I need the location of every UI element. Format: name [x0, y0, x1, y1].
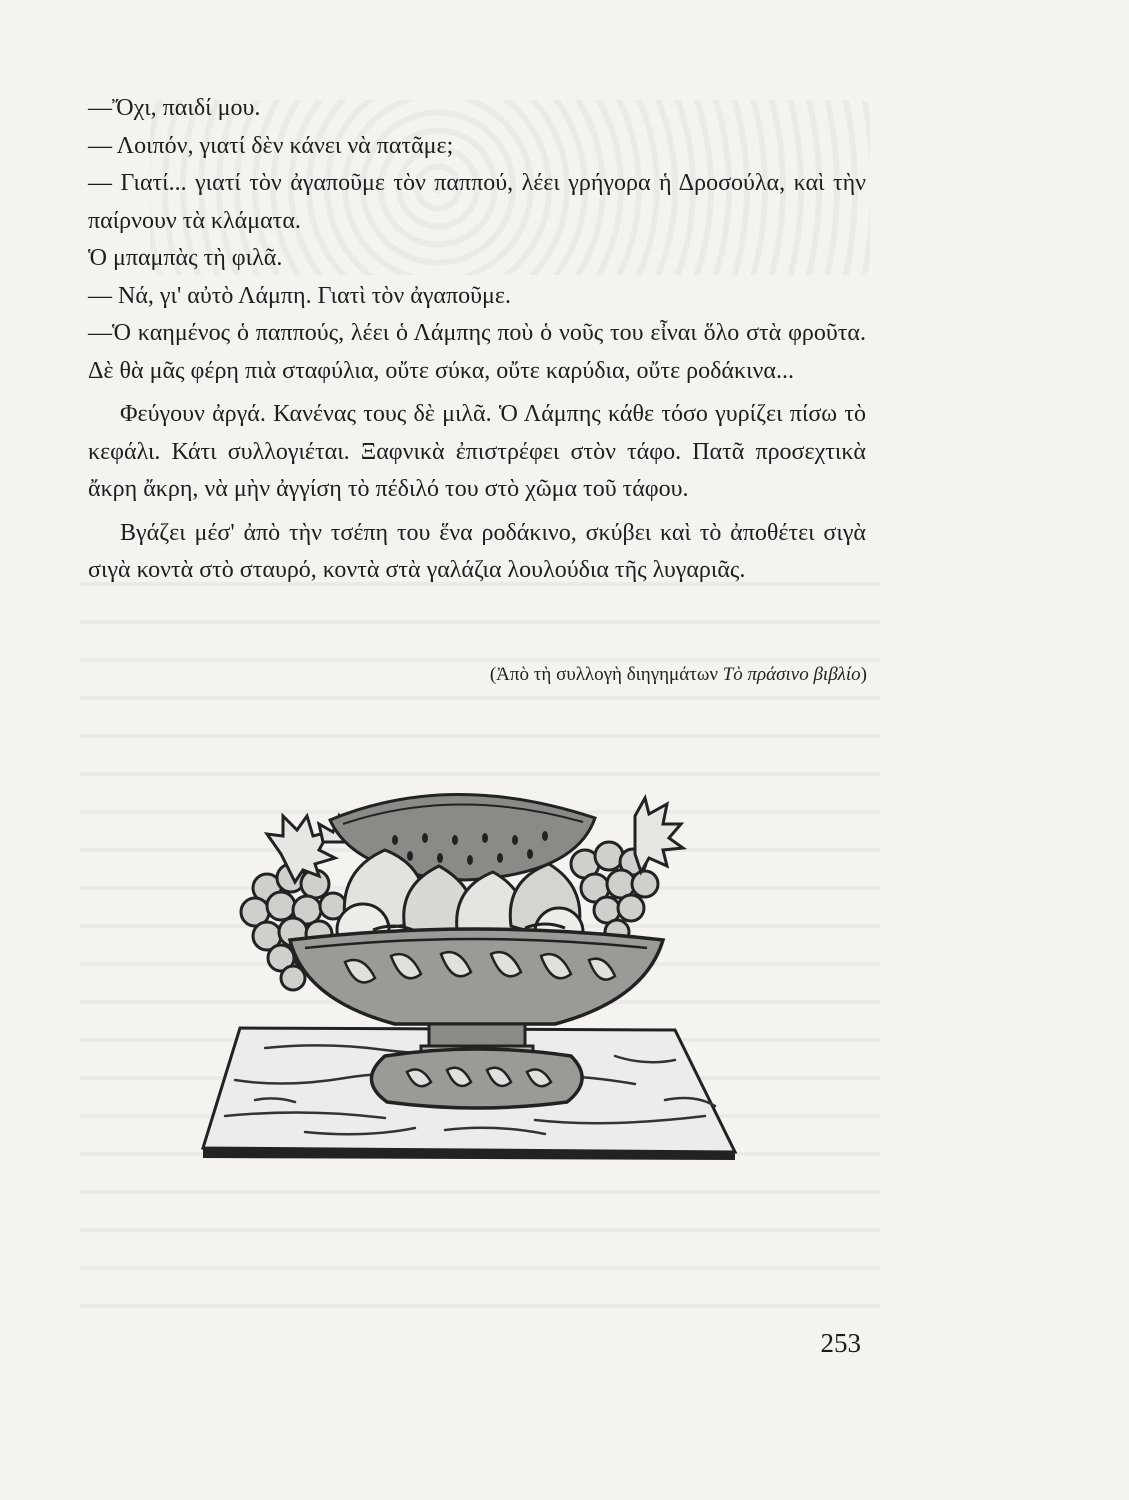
paragraph-2: — Λοιπόν, γιατί δὲν κάνει νὰ πατᾶμε; — [88, 132, 454, 159]
paragraph-3: — Γιατί... γιατί τὸν ἀγαποῦμε τὸν παππού, λέει γρήγορα ἡ Δροσούλα, καὶ τὴν παίρνουν τὰ κλάματα. — [88, 170, 866, 234]
page-number: 253 — [820, 1328, 861, 1358]
story-text — [88, 90, 866, 590]
source-citation — [490, 664, 867, 686]
paragraph-8: Βγάζει μέσ' ἀπὸ τὴν τσέπη του ἕνα ροδάκινο, σκύβει καὶ τὸ ἀποθέτει σιγὰ σιγὰ κοντὰ στὸ σταυρό, κοντὰ στὰ γαλάζια λουλούδια τῆς λυγαριᾶς. — [88, 519, 866, 583]
fruit-bowl-illustration — [195, 780, 755, 1160]
source-prefix: (Ἀπὸ τὴ συλλογὴ διηγημάτων — [489, 664, 718, 685]
paragraph-1: —Ὄχι, παιδί μου. — [88, 95, 261, 121]
paragraph-4: Ὁ μπαμπὰς τὴ φιλᾶ. — [88, 245, 283, 271]
paragraph-6: —Ὁ καημένος ὁ παππούς, λέει ὁ Λάμπης ποὺ ὁ νοῦς του εἶναι ὅλο στὰ φροῦτα. Δὲ θὰ μᾶς φέρη πιὰ σταφύλια, οὔτε σύκα, οὔτε καρύδια, οὔτε ροδάκινα... — [88, 320, 866, 384]
paragraph-5: — Νά, γι' αὐτὸ Λάμπη. Γιατὶ τὸν ἀγαποῦμε. — [88, 282, 511, 309]
paragraph-7: Φεύγουν ἀργά. Κανένας τους δὲ μιλᾶ. Ὁ Λάμπης κάθε τόσο γυρίζει πίσω τὸ κεφάλι. Κάτι συλλογιέται. Ξαφνικὰ ἐπιστρέφει στὸν τάφο. Πατᾶ προσεχτικὰ ἄκρη ἄκρη, νὰ μὴν ἀγγίση τὸ πέδιλό του στὸ χῶμα τοῦ τάφου. — [88, 401, 866, 502]
source-suffix: ) — [860, 664, 867, 685]
source-book-title: Τὸ πράσινο βιβλίο — [722, 664, 861, 685]
